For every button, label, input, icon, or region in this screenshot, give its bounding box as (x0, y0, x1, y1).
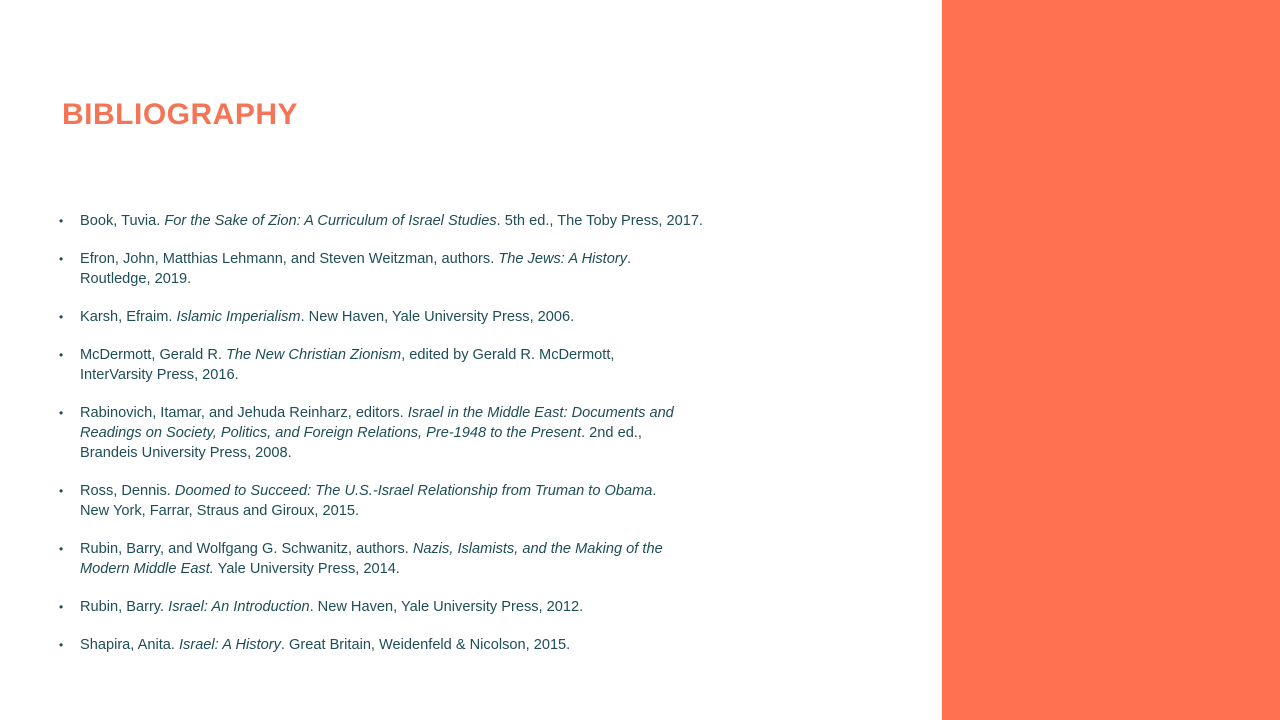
bibliography-entry (58, 539, 778, 579)
bibliography-entry (58, 249, 778, 289)
entry-title-italic: Israel: An Introduction (168, 599, 310, 615)
entry-title-italic: Israel in the Middle East: Documents and (407, 405, 674, 421)
entry-text: InterVarsity Press, 2016. (80, 367, 239, 383)
bibliography-list (58, 211, 778, 673)
entry-title-italic: Readings on Society, Politics, and Foreign Relations, Pre-1948 to the Present (80, 425, 582, 441)
entry-line (80, 365, 778, 385)
entry-text: Yale University Press, 2014. (213, 561, 400, 577)
entry-text: Efron, John, Matthias Lehmann, and Steven Weitzman, authors. (80, 251, 499, 267)
entry-text: . 2nd ed., (581, 425, 642, 441)
entry-text: , edited by Gerald R. McDermott, (401, 347, 615, 363)
entry-line (80, 345, 778, 365)
entry-text: . New Haven, Yale University Press, 2006. (300, 309, 575, 325)
entry-text: Ross, Dennis. (80, 483, 175, 499)
entry-text: . (652, 483, 657, 499)
bibliography-entry (58, 481, 778, 521)
entry-line (80, 403, 778, 423)
entry-text: . Great Britain, Weidenfeld & Nicolson, 2015. (280, 637, 571, 653)
entry-line (80, 597, 778, 617)
entry-text: . New Haven, Yale University Press, 2012. (309, 599, 584, 615)
entry-title-italic: The New Christian Zionism (225, 347, 402, 363)
bibliography-entry (58, 211, 778, 231)
entry-line (80, 539, 778, 559)
entry-title-italic: Israel: A History (178, 637, 281, 653)
entry-line (80, 559, 778, 579)
entry-line (80, 481, 778, 501)
entry-line (80, 423, 778, 443)
entry-title-italic: Nazis, Islamists, and the Making of the (412, 541, 663, 557)
page-title: BIBLIOGRAPHY (62, 98, 299, 131)
entry-text: Shapira, Anita. (80, 637, 179, 653)
entry-text: Routledge, 2019. (80, 271, 192, 287)
entry-line (80, 249, 778, 269)
entry-title-italic: For the Sake of Zion: A Curriculum of Israel Studies (164, 213, 497, 229)
entry-text: New York, Farrar, Straus and Giroux, 2015. (80, 503, 360, 519)
entry-text: Rabinovich, Itamar, and Jehuda Reinharz, editors. (80, 405, 408, 421)
entry-title-italic: Modern Middle East. (80, 561, 214, 577)
bibliography-entry (58, 307, 778, 327)
entry-title-italic: The Jews: A History (498, 251, 627, 267)
entry-line (80, 307, 778, 327)
bibliography-entry (58, 597, 778, 617)
entry-text: . (627, 251, 632, 267)
entry-title-italic: Islamic Imperialism (176, 309, 301, 325)
entry-title-italic: Doomed to Succeed: The U.S.-Israel Relationship from Truman to Obama (174, 483, 653, 499)
entry-line (80, 269, 778, 289)
bibliography-entry (58, 345, 778, 385)
entry-text: Karsh, Efraim. (80, 309, 177, 325)
entry-text: . 5th ed., The Toby Press, 2017. (496, 213, 703, 229)
accent-panel (942, 0, 1280, 720)
entry-text: Rubin, Barry. (80, 599, 169, 615)
entry-text: McDermott, Gerald R. (80, 347, 226, 363)
entry-text: Book, Tuvia. (80, 213, 165, 229)
entry-text: Rubin, Barry, and Wolfgang G. Schwanitz, authors. (80, 541, 413, 557)
bibliography-entry (58, 635, 778, 655)
entry-line (80, 211, 778, 231)
bibliography-entry (58, 403, 778, 463)
entry-line (80, 443, 778, 463)
entry-line (80, 635, 778, 655)
entry-text: Brandeis University Press, 2008. (80, 445, 292, 461)
entry-line (80, 501, 778, 521)
